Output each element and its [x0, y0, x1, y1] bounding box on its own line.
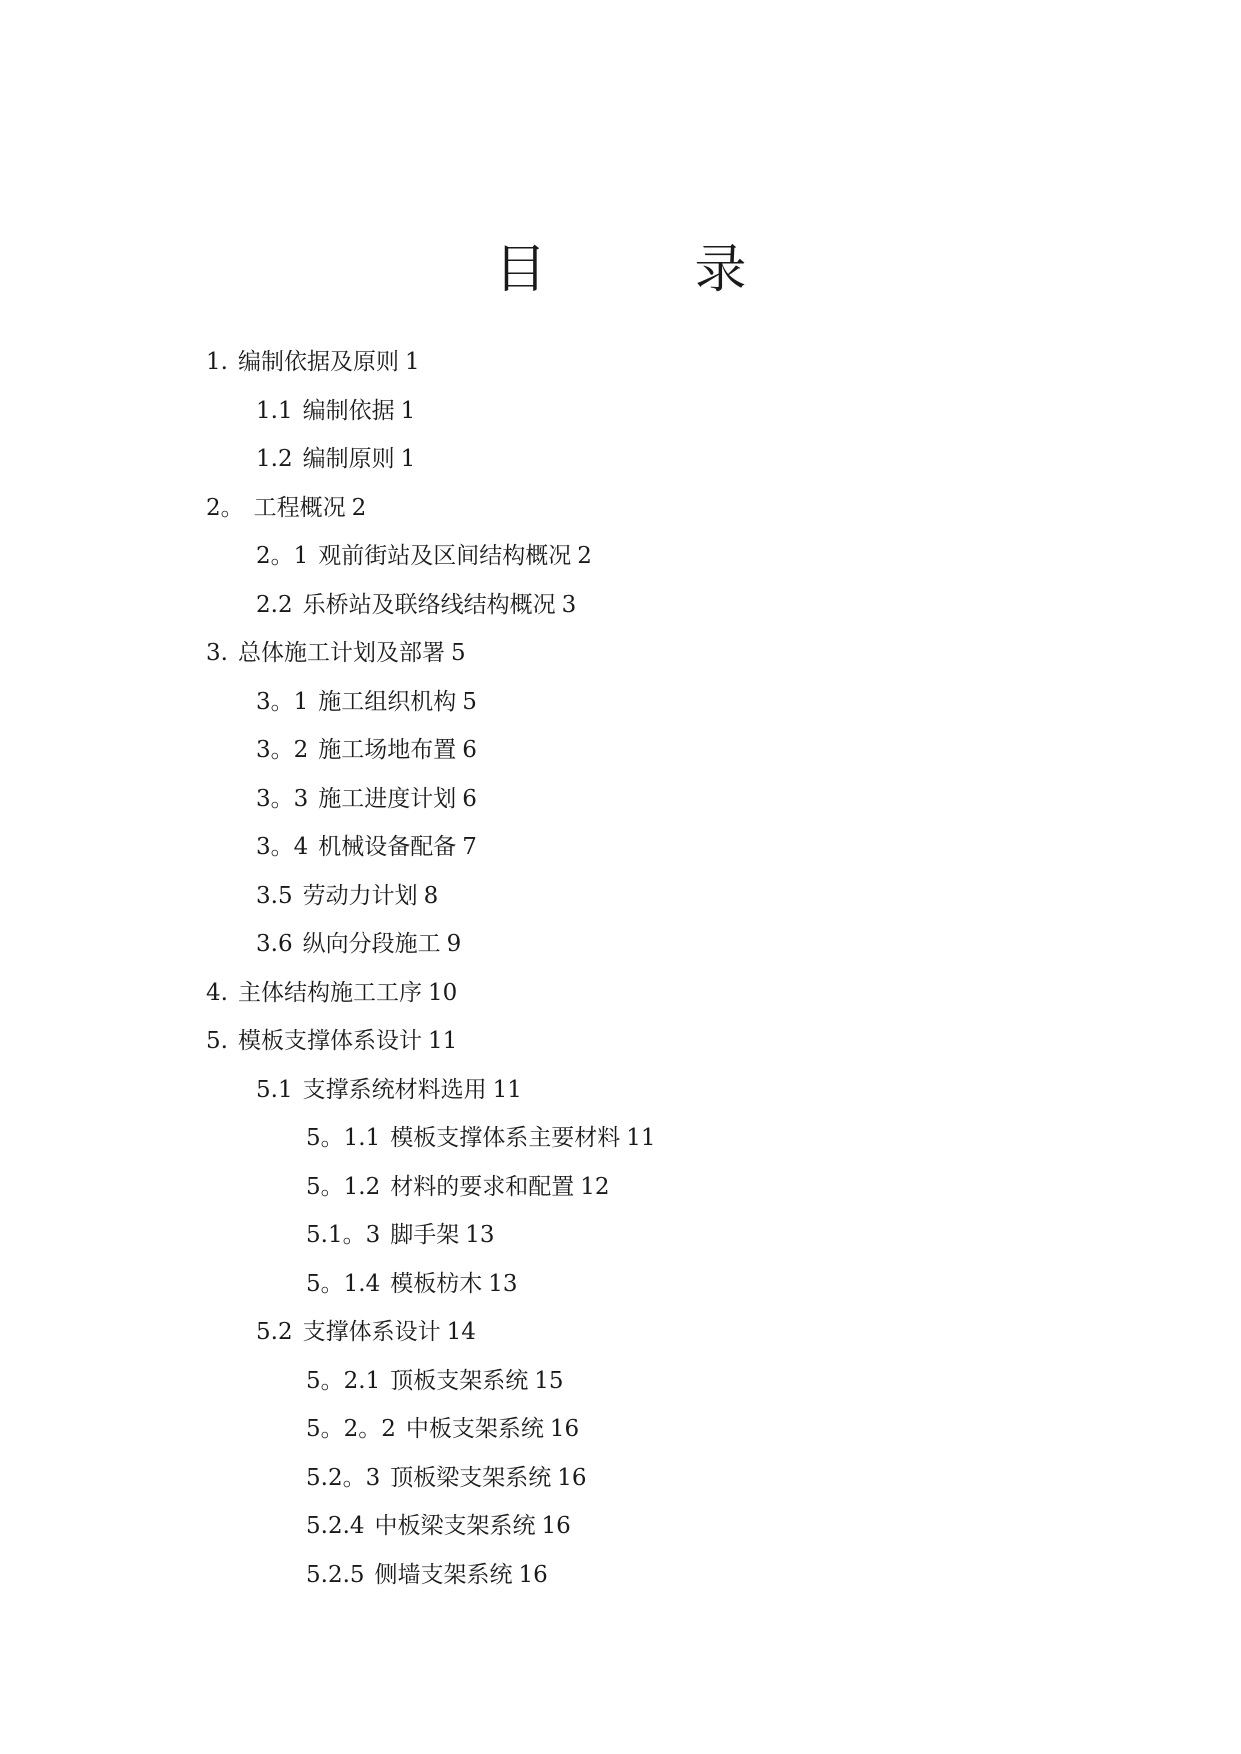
toc-entry-number: 3。3: [256, 785, 309, 812]
toc-entry-page-number: 11: [492, 1076, 522, 1103]
toc-entry-page-number: 1: [400, 397, 416, 424]
toc-entry-number: 5.1: [256, 1076, 293, 1103]
toc-entry-page-number: 11: [427, 1028, 458, 1054]
toc-entry-number: 5.2.5: [306, 1561, 365, 1588]
toc-entry[interactable]: [0, 1215, 1241, 1264]
toc-entry[interactable]: [0, 924, 1241, 973]
toc-entry[interactable]: [0, 1555, 1241, 1604]
toc-entry[interactable]: [0, 1409, 1241, 1458]
toc-entry-number: 3.6: [256, 931, 293, 957]
toc-entry-page-number: 5: [450, 640, 466, 666]
toc-entry-page-number: 11: [626, 1125, 656, 1151]
toc-entry-number: 2.2: [256, 591, 293, 618]
toc-entry-number: 5。1.2: [306, 1173, 381, 1200]
toc-entry[interactable]: [0, 779, 1241, 828]
toc-entry[interactable]: [0, 973, 1241, 1022]
toc-entry[interactable]: [0, 1167, 1241, 1216]
toc-entry[interactable]: [0, 1312, 1241, 1361]
toc-entry[interactable]: [0, 1264, 1241, 1313]
toc-entry-number: 2。1: [256, 543, 309, 569]
toc-entry[interactable]: [0, 682, 1241, 731]
toc-entry-number: 1.2: [256, 446, 293, 472]
toc-entry-number: 5。2.1: [306, 1367, 381, 1394]
toc-entry-number: 3。4: [256, 834, 309, 860]
toc-entry[interactable]: [0, 1118, 1241, 1167]
toc-entry[interactable]: [0, 439, 1241, 488]
toc-entry-title: 模板枋木: [390, 1270, 483, 1297]
toc-entry-title: 施工场地布置: [318, 737, 457, 763]
toc-entry[interactable]: [0, 633, 1241, 682]
toc-entry-title: 编制依据: [302, 397, 395, 424]
toc-entry-title: 中板梁支架系统: [374, 1513, 536, 1539]
toc-entry[interactable]: [0, 1458, 1241, 1507]
toc-entry-page-number: 9: [446, 931, 462, 957]
toc-entry-number: 5.: [206, 1028, 228, 1054]
toc-entry-title: 机械设备配备: [318, 834, 457, 860]
toc-entry-number: 5.2。3: [306, 1464, 381, 1491]
toc-entry[interactable]: [0, 391, 1241, 440]
toc-entry-number: 5。2。2: [306, 1416, 396, 1442]
toc-entry-title: 总体施工计划及部署: [237, 640, 445, 666]
toc-entry-page-number: 13: [465, 1222, 495, 1248]
toc-entry-title: 施工组织机构: [318, 688, 457, 715]
toc-entry-number: 5.2: [256, 1319, 293, 1345]
toc-entry-title: 编制原则: [302, 446, 395, 472]
toc-entry-title: 顶板梁支架系统: [390, 1464, 552, 1491]
toc-entry-number: 4.: [206, 979, 228, 1006]
toc-entry-page-number: 1: [404, 349, 420, 375]
toc-entry-page-number: 7: [462, 834, 477, 860]
toc-entry-page-number: 6: [462, 737, 477, 763]
toc-entry[interactable]: [0, 1021, 1241, 1070]
toc-entry[interactable]: [0, 488, 1241, 537]
toc-entry[interactable]: [0, 1506, 1241, 1555]
toc-entry-page-number: 3: [561, 591, 577, 618]
toc-entry-number: 5.1。3: [306, 1222, 381, 1248]
toc-entry-title: 顶板支架系统: [390, 1367, 529, 1394]
toc-entry-title: 模板支撑体系设计: [237, 1028, 422, 1054]
toc-entry-number: 3.: [206, 640, 228, 666]
toc-entry[interactable]: [0, 827, 1241, 876]
toc-entry[interactable]: [0, 1070, 1241, 1119]
toc-entry-number: 5。1.4: [306, 1270, 381, 1297]
toc-entry-page-number: 6: [462, 785, 477, 812]
toc-entry-page-number: 8: [423, 882, 439, 909]
toc-entry[interactable]: [0, 536, 1241, 585]
toc-entry-page-number: 16: [541, 1513, 571, 1539]
toc-list: [0, 342, 1241, 1603]
toc-entry-page-number: 5: [462, 688, 477, 715]
toc-entry-page-number: 13: [488, 1270, 518, 1297]
toc-title: 目 录: [494, 240, 795, 300]
toc-entry-page-number: 12: [580, 1173, 610, 1200]
toc-entry-number: 5.2.4: [306, 1513, 365, 1539]
toc-entry[interactable]: [0, 342, 1241, 391]
toc-entry-title: 中板支架系统: [405, 1416, 544, 1442]
toc-entry[interactable]: [0, 585, 1241, 634]
toc-entry-number: 3。1: [256, 688, 309, 715]
toc-entry-title: 侧墙支架系统: [374, 1561, 513, 1588]
toc-entry-page-number: 16: [549, 1416, 580, 1442]
toc-entry-title: 纵向分段施工: [302, 931, 441, 957]
toc-entry-title: 模板支撑体系主要材料: [390, 1125, 621, 1151]
toc-entry-page-number: 15: [534, 1367, 564, 1394]
toc-entry-page-number: 10: [427, 979, 458, 1006]
toc-entry-title: 观前街站及区间结构概况: [318, 543, 572, 569]
toc-entry-title: 支撑体系设计: [302, 1319, 441, 1345]
toc-entry-title: 施工进度计划: [318, 785, 457, 812]
toc-entry-title: 工程概况: [253, 494, 346, 521]
toc-entry-number: 1.1: [256, 397, 293, 424]
toc-entry[interactable]: [0, 1361, 1241, 1410]
toc-entry-title: 支撑系统材料选用: [302, 1076, 487, 1103]
toc-entry-number: 3.5: [256, 882, 293, 909]
toc-entry[interactable]: [0, 876, 1241, 925]
toc-entry-page-number: 16: [557, 1464, 587, 1491]
toc-entry-page-number: 2: [577, 543, 592, 569]
toc-entry-title: 编制依据及原则: [237, 349, 399, 375]
toc-entry-page-number: 2: [351, 494, 367, 521]
toc-entry-page-number: 1: [400, 446, 416, 472]
toc-entry-title: 乐桥站及联络线结构概况: [302, 591, 556, 618]
toc-entry-number: 2。: [206, 494, 244, 521]
toc-entry-page-number: 16: [518, 1561, 548, 1588]
toc-entry-number: 3。2: [256, 737, 309, 763]
toc-entry-title: 材料的要求和配置: [390, 1173, 575, 1200]
toc-entry-page-number: 14: [446, 1319, 476, 1345]
toc-entry-title: 脚手架: [390, 1222, 460, 1248]
toc-entry-title: 劳动力计划: [302, 882, 418, 909]
toc-entry-number: 1.: [206, 349, 228, 375]
toc-entry[interactable]: [0, 730, 1241, 779]
toc-entry-number: 5。1.1: [306, 1125, 381, 1151]
toc-entry-title: 主体结构施工工序: [237, 979, 422, 1006]
